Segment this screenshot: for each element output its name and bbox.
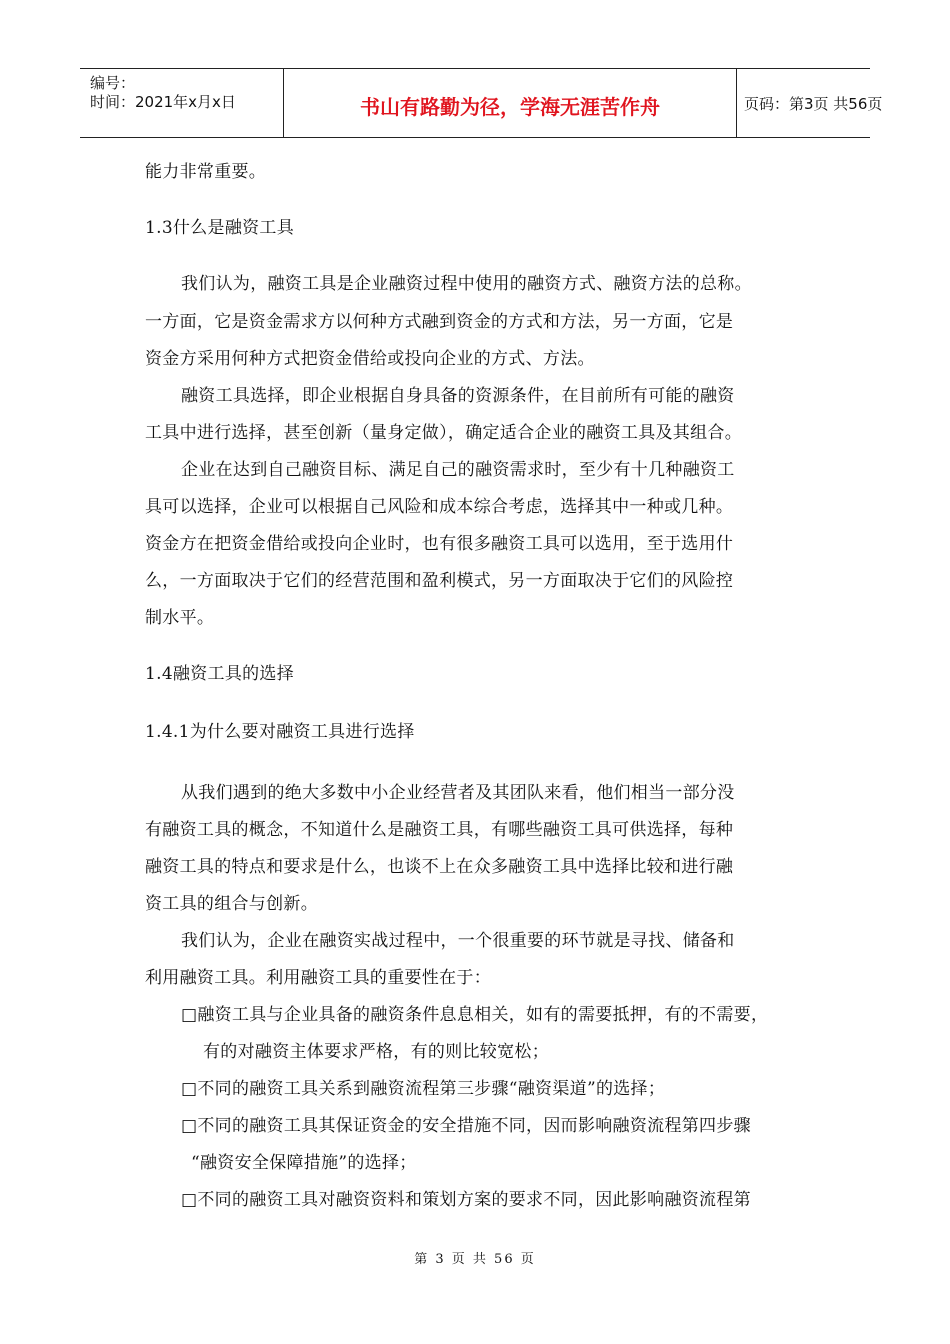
header-middle-cell (283, 69, 737, 137)
body-line: 具可以选择，企业可以根据自己风险和成本综合考虑，选择其中一种或几种。 (145, 497, 734, 517)
header-left-cell (80, 69, 283, 137)
page-footer: 第 3 页 共 56 页 (414, 1252, 536, 1267)
body-line: 融资工具的特点和要求是什么，也谈不上在众多融资工具中选择比较和进行融 (145, 857, 734, 877)
document-time-label: 时间：2021年x月x日 (90, 93, 236, 111)
header-motto: 书山有路勤为径，学海无涯苦作舟 (360, 95, 660, 119)
document-number-label: 编号： (90, 74, 136, 92)
bullet-item: □不同的融资工具关系到融资流程第三步骤“融资渠道”的选择； (181, 1079, 666, 1099)
bullet-continuation: “融资安全保障措施”的选择； (191, 1153, 417, 1173)
bullet-item: □不同的融资工具对融资资料和策划方案的要求不同，因此影响融资流程第 (181, 1190, 751, 1210)
body-line: 融资工具选择，即企业根据自身具备的资源条件，在目前所有可能的融资 (181, 386, 735, 406)
body-line: 工具中进行选择，甚至创新（量身定做），确定适合企业的融资工具及其组合。 (145, 423, 742, 443)
body-line: 有融资工具的概念，不知道什么是融资工具，有哪些融资工具可供选择，每种 (145, 820, 734, 840)
bullet-continuation: 有的对融资主体要求严格，有的则比较宽松； (203, 1042, 549, 1062)
body-line: 资金方采用何种方式把资金借给或投向企业的方式、方法。 (145, 349, 595, 369)
bullet-item: □不同的融资工具其保证资金的安全措施不同，因而影响融资流程第四步骤 (181, 1116, 751, 1136)
body-line: 我们认为，企业在融资实战过程中，一个很重要的环节就是寻找、储备和 (181, 931, 735, 951)
header-right-cell (736, 69, 883, 137)
body-line: 从我们遇到的绝大多数中小企业经营者及其团队来看，他们相当一部分没 (181, 783, 735, 803)
body-line: 制水平。 (145, 608, 215, 628)
body-line: 么，一方面取决于它们的经营范围和盈利模式，另一方面取决于它们的风险控 (145, 571, 734, 591)
header-table (80, 68, 883, 138)
bullet-item: □融资工具与企业具备的融资条件息息相关，如有的需要抵押，有的不需要， (181, 1005, 769, 1025)
section-heading-1-3: 1.3什么是融资工具 (145, 218, 295, 238)
body-line: 我们认为，融资工具是企业融资过程中使用的融资方式、融资方法的总称。 (181, 274, 752, 294)
body-line: 利用融资工具。利用融资工具的重要性在于： (145, 968, 491, 988)
body-line: 能力非常重要。 (145, 162, 267, 182)
body-line: 资金方在把资金借给或投向企业时，也有很多融资工具可以选用，至于选用什 (145, 534, 734, 554)
header-page-label: 页码：第3页 共56页 (744, 95, 883, 113)
section-heading-1-4-1: 1.4.1为什么要对融资工具进行选择 (145, 722, 415, 742)
body-line: 资工具的组合与创新。 (145, 894, 318, 914)
section-heading-1-4: 1.4融资工具的选择 (145, 664, 295, 684)
body-line: 一方面，它是资金需求方以何种方式融到资金的方式和方法，另一方面，它是 (145, 312, 734, 332)
body-line: 企业在达到自己融资目标、满足自己的融资需求时，至少有十几种融资工 (181, 460, 735, 480)
